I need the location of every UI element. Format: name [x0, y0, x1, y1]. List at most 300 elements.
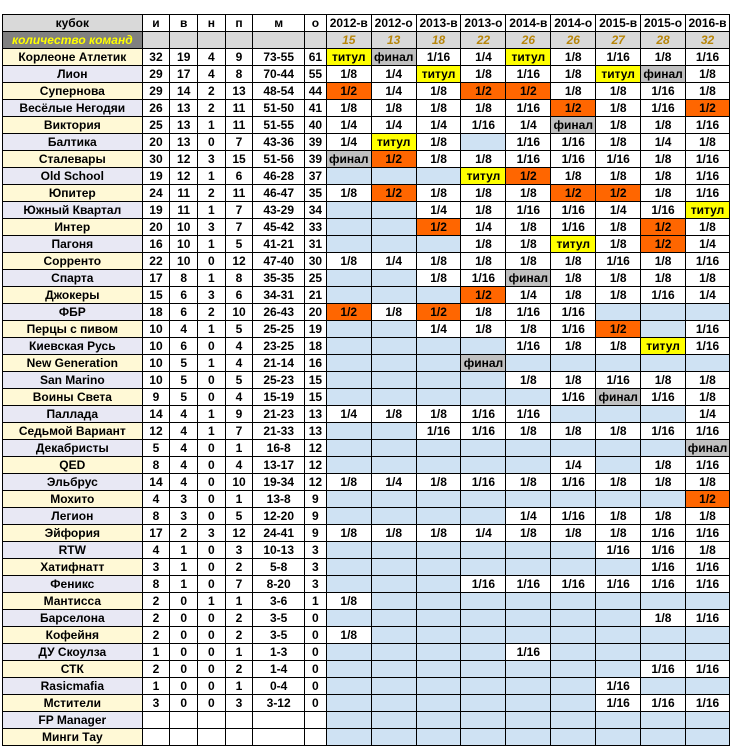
- result-cell: финал: [326, 151, 371, 168]
- team-name: Южный Квартал: [3, 202, 143, 219]
- table-row: [3, 729, 730, 746]
- stat-cell: 11: [225, 100, 253, 117]
- stat-cell: 10: [142, 321, 170, 338]
- stat-cell: 25: [304, 270, 326, 287]
- result-cell: [326, 440, 371, 457]
- result-cell: 1/8: [596, 287, 641, 304]
- stat-cell: 4: [170, 457, 198, 474]
- stat-cell: 0: [198, 338, 226, 355]
- table-row: [3, 525, 730, 542]
- result-cell: [416, 610, 461, 627]
- table-row: [3, 134, 730, 151]
- stat-cell: 9: [225, 49, 253, 66]
- stat-cell: 19-34: [253, 474, 305, 491]
- stat-cell: 13: [170, 117, 198, 134]
- result-cell: 1/2: [371, 151, 416, 168]
- table-row: [3, 253, 730, 270]
- stat-cell: 26-43: [253, 304, 305, 321]
- result-cell: 1/16: [506, 576, 551, 593]
- result-cell: [506, 355, 551, 372]
- result-cell: финал: [506, 270, 551, 287]
- result-cell: 1/8: [416, 151, 461, 168]
- result-cell: [326, 372, 371, 389]
- result-cell: титул: [686, 202, 730, 219]
- season-header: 2013-в: [416, 15, 461, 32]
- result-cell: [371, 457, 416, 474]
- stat-cell: 25-25: [253, 321, 305, 338]
- result-cell: [371, 508, 416, 525]
- result-cell: 1/16: [551, 321, 596, 338]
- result-cell: 1/4: [551, 457, 596, 474]
- stat-cell: 43-29: [253, 202, 305, 219]
- result-cell: 1/16: [506, 644, 551, 661]
- result-cell: [506, 457, 551, 474]
- result-cell: 1/8: [686, 219, 730, 236]
- result-cell: [326, 236, 371, 253]
- stat-cell: 20: [304, 304, 326, 321]
- stat-cell: 51-55: [253, 117, 305, 134]
- stat-cell: 10-13: [253, 542, 305, 559]
- result-cell: [371, 202, 416, 219]
- stat-cell: 12: [225, 525, 253, 542]
- result-cell: 1/8: [416, 253, 461, 270]
- result-cell: 1/8: [461, 304, 506, 321]
- result-cell: 1/2: [686, 100, 730, 117]
- table-row: [3, 678, 730, 695]
- result-cell: 1/4: [416, 321, 461, 338]
- team-count: 27: [596, 32, 641, 49]
- result-cell: 1/2: [326, 304, 371, 321]
- result-cell: титул: [461, 168, 506, 185]
- result-cell: [371, 542, 416, 559]
- result-cell: 1/2: [461, 287, 506, 304]
- stat-cell: 1: [225, 440, 253, 457]
- result-cell: 1/16: [686, 117, 730, 134]
- empty-cell: [170, 32, 198, 49]
- result-cell: 1/16: [506, 151, 551, 168]
- stat-header: н: [198, 15, 226, 32]
- table-row: [3, 627, 730, 644]
- result-cell: [371, 627, 416, 644]
- result-cell: 1/8: [641, 49, 686, 66]
- result-cell: [371, 219, 416, 236]
- stat-cell: 5-8: [253, 559, 305, 576]
- stat-cell: 0: [198, 644, 226, 661]
- stat-cell: 1: [198, 117, 226, 134]
- stat-cell: 0: [304, 695, 326, 712]
- result-cell: 1/8: [596, 100, 641, 117]
- result-cell: 1/8: [596, 270, 641, 287]
- stat-cell: 1: [198, 423, 226, 440]
- stat-cell: 19: [142, 168, 170, 185]
- result-cell: 1/2: [416, 304, 461, 321]
- stat-cell: 7: [225, 423, 253, 440]
- stat-cell: 3: [198, 151, 226, 168]
- stat-cell: 46-47: [253, 185, 305, 202]
- result-cell: финал: [596, 389, 641, 406]
- result-cell: 1/8: [551, 338, 596, 355]
- stat-cell: 51-50: [253, 100, 305, 117]
- result-cell: 1/8: [506, 236, 551, 253]
- table-row: [3, 491, 730, 508]
- result-cell: [641, 678, 686, 695]
- team-name: Сорренто: [3, 253, 143, 270]
- stat-cell: 16-8: [253, 440, 305, 457]
- result-cell: [461, 661, 506, 678]
- stat-cell: 39: [304, 134, 326, 151]
- stat-cell: 10: [225, 474, 253, 491]
- table-row: [3, 355, 730, 372]
- stat-cell: 0: [198, 253, 226, 270]
- result-cell: 1/4: [416, 117, 461, 134]
- stat-cell: 5: [170, 355, 198, 372]
- stat-cell: 0: [170, 678, 198, 695]
- stat-cell: 3: [170, 491, 198, 508]
- result-cell: 1/16: [641, 389, 686, 406]
- stat-cell: 17: [142, 525, 170, 542]
- stat-cell: 10: [170, 219, 198, 236]
- stat-cell: 1: [198, 406, 226, 423]
- stat-cell: 1: [170, 542, 198, 559]
- result-cell: [371, 355, 416, 372]
- result-cell: титул: [371, 134, 416, 151]
- result-cell: 1/8: [641, 117, 686, 134]
- stat-cell: 5: [225, 372, 253, 389]
- result-cell: титул: [551, 236, 596, 253]
- stat-cell: 35-35: [253, 270, 305, 287]
- stat-cell: 0: [198, 508, 226, 525]
- result-cell: [461, 542, 506, 559]
- result-cell: 1/8: [686, 134, 730, 151]
- result-cell: [641, 355, 686, 372]
- result-cell: 1/2: [416, 219, 461, 236]
- stat-cell: 15-19: [253, 389, 305, 406]
- stat-cell: 70-44: [253, 66, 305, 83]
- result-cell: [371, 678, 416, 695]
- stat-cell: 8: [142, 457, 170, 474]
- stat-cell: 0: [198, 457, 226, 474]
- stat-cell: 12: [142, 423, 170, 440]
- result-cell: 1/16: [506, 134, 551, 151]
- stat-cell: 51-56: [253, 151, 305, 168]
- stat-cell: 1: [142, 678, 170, 695]
- stat-cell: 1: [170, 559, 198, 576]
- stat-cell: 34: [304, 202, 326, 219]
- result-cell: [506, 389, 551, 406]
- result-cell: [506, 542, 551, 559]
- team-name: Феникс: [3, 576, 143, 593]
- result-cell: 1/16: [686, 576, 730, 593]
- result-cell: 1/8: [326, 66, 371, 83]
- stat-cell: 2: [225, 559, 253, 576]
- stat-cell: 5: [142, 440, 170, 457]
- result-cell: [326, 168, 371, 185]
- result-cell: 1/8: [686, 270, 730, 287]
- stat-cell: 3-5: [253, 610, 305, 627]
- result-cell: [371, 321, 416, 338]
- result-cell: [371, 593, 416, 610]
- result-cell: 1/4: [686, 236, 730, 253]
- stat-cell: 4: [170, 440, 198, 457]
- stat-cell: [170, 729, 198, 746]
- team-name: Минги Тау: [3, 729, 143, 746]
- result-cell: [461, 457, 506, 474]
- stat-cell: 1: [198, 168, 226, 185]
- result-cell: [461, 440, 506, 457]
- stat-cell: 0: [198, 576, 226, 593]
- result-cell: [416, 372, 461, 389]
- stat-cell: [225, 729, 253, 746]
- stat-cell: 1-4: [253, 661, 305, 678]
- result-cell: [641, 406, 686, 423]
- result-cell: 1/4: [506, 117, 551, 134]
- result-cell: [326, 508, 371, 525]
- result-cell: [686, 644, 730, 661]
- result-cell: [596, 355, 641, 372]
- stat-cell: 3-6: [253, 593, 305, 610]
- stat-cell: 22: [142, 253, 170, 270]
- stat-cell: 2: [198, 100, 226, 117]
- team-name: Лион: [3, 66, 143, 83]
- table-row: [3, 661, 730, 678]
- stat-cell: 5: [225, 508, 253, 525]
- result-cell: 1/8: [686, 83, 730, 100]
- result-cell: титул: [641, 338, 686, 355]
- stat-cell: [142, 729, 170, 746]
- result-cell: [551, 542, 596, 559]
- result-cell: [551, 678, 596, 695]
- result-cell: 1/16: [596, 253, 641, 270]
- table-row: [3, 474, 730, 491]
- result-cell: 1/8: [641, 610, 686, 627]
- result-cell: 1/16: [596, 695, 641, 712]
- result-cell: [326, 661, 371, 678]
- stat-cell: 37: [304, 168, 326, 185]
- result-cell: [416, 559, 461, 576]
- result-cell: 1/4: [506, 508, 551, 525]
- stat-cell: 4: [170, 423, 198, 440]
- team-name: Джокеры: [3, 287, 143, 304]
- result-cell: 1/8: [686, 66, 730, 83]
- result-cell: [506, 661, 551, 678]
- table-row: [3, 644, 730, 661]
- result-cell: 1/4: [371, 117, 416, 134]
- result-cell: 1/8: [416, 83, 461, 100]
- result-cell: [641, 321, 686, 338]
- result-cell: [551, 644, 596, 661]
- result-cell: 1/8: [641, 457, 686, 474]
- team-count-label: количество команд: [3, 32, 143, 49]
- stat-cell: 8: [170, 270, 198, 287]
- stat-cell: 0: [198, 134, 226, 151]
- result-cell: [596, 491, 641, 508]
- result-cell: 1/8: [596, 236, 641, 253]
- stat-cell: 21-33: [253, 423, 305, 440]
- result-cell: [326, 321, 371, 338]
- result-cell: [596, 304, 641, 321]
- table-row: [3, 202, 730, 219]
- result-cell: 1/16: [461, 270, 506, 287]
- stat-cell: 73-55: [253, 49, 305, 66]
- result-cell: 1/16: [461, 406, 506, 423]
- result-cell: 1/8: [416, 525, 461, 542]
- team-name: Эйфория: [3, 525, 143, 542]
- stat-header: в: [170, 15, 198, 32]
- stat-cell: 1: [225, 644, 253, 661]
- result-cell: 1/16: [641, 100, 686, 117]
- season-header: 2015-в: [596, 15, 641, 32]
- stat-cell: 15: [304, 372, 326, 389]
- result-cell: [641, 304, 686, 321]
- empty-cell: [304, 32, 326, 49]
- stat-cell: 12: [304, 457, 326, 474]
- stat-cell: 3: [198, 525, 226, 542]
- result-cell: 1/8: [506, 525, 551, 542]
- stat-cell: 21: [304, 287, 326, 304]
- team-name: Киевская Русь: [3, 338, 143, 355]
- stat-cell: 0: [304, 661, 326, 678]
- table-row: [3, 695, 730, 712]
- stat-cell: 13: [304, 406, 326, 423]
- result-cell: [326, 491, 371, 508]
- result-cell: 1/16: [686, 49, 730, 66]
- stat-cell: 0: [170, 695, 198, 712]
- result-cell: титул: [326, 49, 371, 66]
- stat-cell: 12: [304, 474, 326, 491]
- result-cell: [596, 661, 641, 678]
- result-cell: [326, 729, 371, 746]
- result-cell: 1/16: [686, 525, 730, 542]
- result-cell: [461, 491, 506, 508]
- result-cell: 1/16: [596, 372, 641, 389]
- result-cell: [596, 457, 641, 474]
- stat-cell: 3: [198, 219, 226, 236]
- result-cell: [326, 712, 371, 729]
- result-cell: [326, 644, 371, 661]
- result-cell: [416, 440, 461, 457]
- result-cell: 1/4: [686, 287, 730, 304]
- team-name: Кофейня: [3, 627, 143, 644]
- result-cell: 1/2: [641, 219, 686, 236]
- stat-cell: 0: [304, 610, 326, 627]
- result-cell: 1/2: [461, 83, 506, 100]
- result-cell: 1/8: [686, 372, 730, 389]
- result-cell: 1/8: [641, 168, 686, 185]
- table-row: [3, 457, 730, 474]
- result-cell: [551, 712, 596, 729]
- result-cell: [641, 593, 686, 610]
- stat-cell: 4: [170, 406, 198, 423]
- result-cell: 1/4: [371, 474, 416, 491]
- season-header: 2016-в: [686, 15, 730, 32]
- result-cell: 1/8: [326, 100, 371, 117]
- stat-cell: [225, 712, 253, 729]
- result-cell: [326, 678, 371, 695]
- result-cell: [551, 661, 596, 678]
- result-cell: [551, 559, 596, 576]
- result-cell: 1/8: [416, 270, 461, 287]
- team-name: FP Manager: [3, 712, 143, 729]
- table-row: [3, 100, 730, 117]
- result-cell: [461, 593, 506, 610]
- result-cell: 1/16: [596, 678, 641, 695]
- stat-cell: 7: [225, 134, 253, 151]
- team-count: 13: [371, 32, 416, 49]
- result-cell: финал: [551, 117, 596, 134]
- stat-header: п: [225, 15, 253, 32]
- result-cell: 1/16: [551, 389, 596, 406]
- stat-cell: 25: [142, 117, 170, 134]
- team-name: Балтика: [3, 134, 143, 151]
- team-name: ФБР: [3, 304, 143, 321]
- result-cell: 1/8: [596, 525, 641, 542]
- result-cell: [326, 389, 371, 406]
- table-row: [3, 576, 730, 593]
- stat-cell: 46-28: [253, 168, 305, 185]
- result-cell: [461, 644, 506, 661]
- team-name: San Marino: [3, 372, 143, 389]
- result-cell: [686, 355, 730, 372]
- stat-cell: 3: [304, 576, 326, 593]
- result-cell: 1/8: [371, 525, 416, 542]
- team-name: Весёлые Негодяи: [3, 100, 143, 117]
- result-cell: 1/16: [551, 304, 596, 321]
- stat-cell: 13-8: [253, 491, 305, 508]
- table-row: [3, 83, 730, 100]
- result-cell: 1/4: [506, 287, 551, 304]
- result-cell: [326, 423, 371, 440]
- team-name: Мстители: [3, 695, 143, 712]
- stat-cell: 0: [198, 627, 226, 644]
- team-name: Сталевары: [3, 151, 143, 168]
- team-name: Эльбрус: [3, 474, 143, 491]
- result-cell: [326, 559, 371, 576]
- result-cell: [416, 508, 461, 525]
- result-cell: [371, 661, 416, 678]
- result-cell: 1/4: [461, 219, 506, 236]
- result-cell: [371, 372, 416, 389]
- result-cell: [596, 440, 641, 457]
- stat-cell: 13: [225, 83, 253, 100]
- table-row: [3, 236, 730, 253]
- season-header: 2013-о: [461, 15, 506, 32]
- stat-cell: 10: [142, 372, 170, 389]
- stat-cell: [198, 712, 226, 729]
- team-name: Седьмой Вариант: [3, 423, 143, 440]
- table-row: [3, 117, 730, 134]
- result-cell: 1/8: [551, 287, 596, 304]
- stat-cell: 2: [142, 610, 170, 627]
- stat-cell: 20: [142, 134, 170, 151]
- team-name: Легион: [3, 508, 143, 525]
- stat-cell: 34-31: [253, 287, 305, 304]
- result-cell: [326, 542, 371, 559]
- table-row: [3, 440, 730, 457]
- stat-cell: 21-14: [253, 355, 305, 372]
- result-cell: [371, 423, 416, 440]
- stat-cell: 6: [170, 287, 198, 304]
- stat-cell: 5: [225, 321, 253, 338]
- stat-cell: 4: [170, 474, 198, 491]
- team-count: 28: [641, 32, 686, 49]
- result-cell: 1/16: [551, 474, 596, 491]
- stat-cell: 1-3: [253, 644, 305, 661]
- result-cell: 1/4: [686, 406, 730, 423]
- stat-cell: 0: [170, 644, 198, 661]
- result-cell: 1/16: [686, 559, 730, 576]
- result-cell: 1/16: [686, 321, 730, 338]
- result-cell: 1/16: [506, 66, 551, 83]
